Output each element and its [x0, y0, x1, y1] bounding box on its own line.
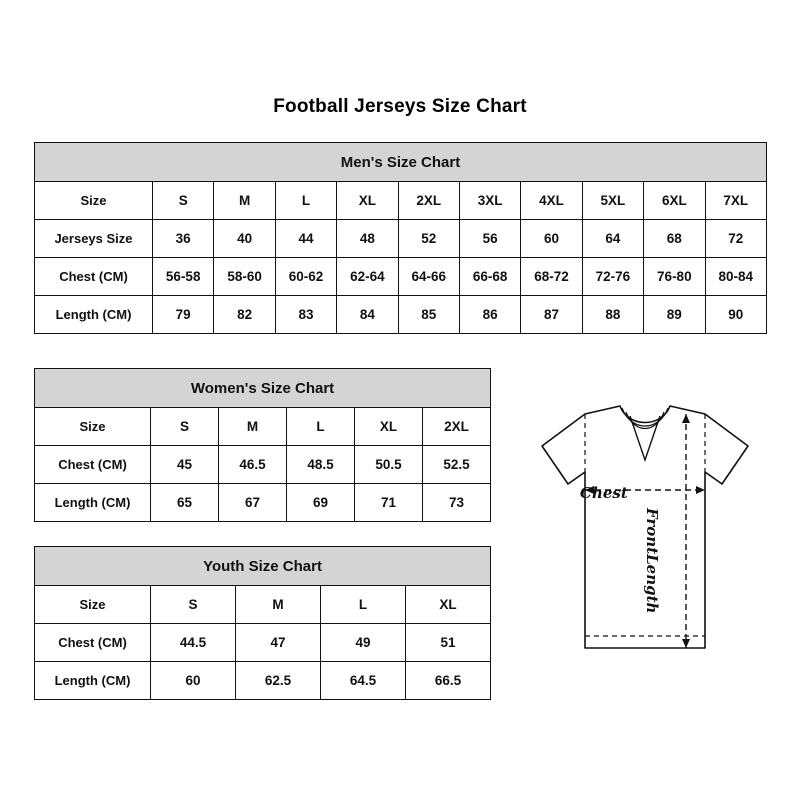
cell: 87: [521, 296, 582, 334]
cell: 4XL: [521, 182, 582, 220]
row-label: Chest (CM): [35, 446, 151, 484]
cell: 45: [151, 446, 219, 484]
cell: 66-68: [459, 258, 520, 296]
cell: 76-80: [644, 258, 705, 296]
cell: 90: [705, 296, 767, 334]
cell: 44.5: [151, 624, 236, 662]
cell: 83: [275, 296, 336, 334]
front-length-label: FrontLength: [643, 508, 661, 614]
cell: 72-76: [582, 258, 643, 296]
cell: 48.5: [287, 446, 355, 484]
cell: 82: [214, 296, 275, 334]
cell: 46.5: [219, 446, 287, 484]
cell: 2XL: [398, 182, 459, 220]
cell: 71: [355, 484, 423, 522]
table-row: [35, 586, 491, 624]
cell: 67: [219, 484, 287, 522]
table-row: [35, 182, 767, 220]
table-row: [35, 220, 767, 258]
cell: 64-66: [398, 258, 459, 296]
row-label: Length (CM): [35, 296, 153, 334]
cell: M: [214, 182, 275, 220]
cell: 60: [151, 662, 236, 700]
youth-table-caption: Youth Size Chart: [35, 547, 491, 586]
mens-size-table: [34, 142, 767, 334]
cell: 64: [582, 220, 643, 258]
cell: 68-72: [521, 258, 582, 296]
cell: 58-60: [214, 258, 275, 296]
cell: 56-58: [153, 258, 214, 296]
cell: 79: [153, 296, 214, 334]
cell: 44: [275, 220, 336, 258]
cell: 84: [337, 296, 398, 334]
cell: 52: [398, 220, 459, 258]
table-row: [35, 624, 491, 662]
row-label: Jerseys Size: [35, 220, 153, 258]
row-label: Size: [35, 586, 151, 624]
cell: S: [151, 408, 219, 446]
cell: 60-62: [275, 258, 336, 296]
row-label: Chest (CM): [35, 258, 153, 296]
cell: 80-84: [705, 258, 767, 296]
cell: 36: [153, 220, 214, 258]
row-label: Size: [35, 182, 153, 220]
table-caption-row: [35, 369, 491, 408]
page-title: Football Jerseys Size Chart: [273, 96, 527, 117]
cell: 52.5: [423, 446, 491, 484]
cell: 3XL: [459, 182, 520, 220]
table-caption-row: [35, 547, 491, 586]
cell: S: [151, 586, 236, 624]
cell: XL: [406, 586, 491, 624]
cell: 86: [459, 296, 520, 334]
cell: 64.5: [321, 662, 406, 700]
cell: 2XL: [423, 408, 491, 446]
row-label: Chest (CM): [35, 624, 151, 662]
cell: M: [236, 586, 321, 624]
womens-table-caption: Women's Size Chart: [35, 369, 491, 408]
table-row: [35, 258, 767, 296]
cell: 88: [582, 296, 643, 334]
table-caption-row: [35, 143, 767, 182]
womens-size-table: [34, 368, 491, 522]
cell: 89: [644, 296, 705, 334]
cell: 5XL: [582, 182, 643, 220]
cell: L: [287, 408, 355, 446]
table-row: [35, 484, 491, 522]
chest-label: Chest: [580, 484, 628, 502]
table-row: [35, 662, 491, 700]
cell: L: [321, 586, 406, 624]
row-label: Length (CM): [35, 484, 151, 522]
youth-size-table: [34, 546, 491, 700]
cell: 51: [406, 624, 491, 662]
cell: 73: [423, 484, 491, 522]
cell: 56: [459, 220, 520, 258]
row-label: Length (CM): [35, 662, 151, 700]
table-row: [35, 446, 491, 484]
cell: 68: [644, 220, 705, 258]
cell: 69: [287, 484, 355, 522]
cell: 66.5: [406, 662, 491, 700]
cell: 85: [398, 296, 459, 334]
cell: 47: [236, 624, 321, 662]
table-row: [35, 296, 767, 334]
cell: S: [153, 182, 214, 220]
cell: M: [219, 408, 287, 446]
cell: 7XL: [705, 182, 767, 220]
cell: 49: [321, 624, 406, 662]
cell: XL: [337, 182, 398, 220]
cell: 72: [705, 220, 767, 258]
cell: 48: [337, 220, 398, 258]
cell: 40: [214, 220, 275, 258]
cell: 60: [521, 220, 582, 258]
cell: 62-64: [337, 258, 398, 296]
cell: 6XL: [644, 182, 705, 220]
cell: 62.5: [236, 662, 321, 700]
mens-table-caption: Men's Size Chart: [35, 143, 767, 182]
row-label: Size: [35, 408, 151, 446]
cell: XL: [355, 408, 423, 446]
cell: L: [275, 182, 336, 220]
jersey-measurement-diagram: [500, 398, 790, 688]
cell: 65: [151, 484, 219, 522]
cell: 50.5: [355, 446, 423, 484]
table-row: [35, 408, 491, 446]
